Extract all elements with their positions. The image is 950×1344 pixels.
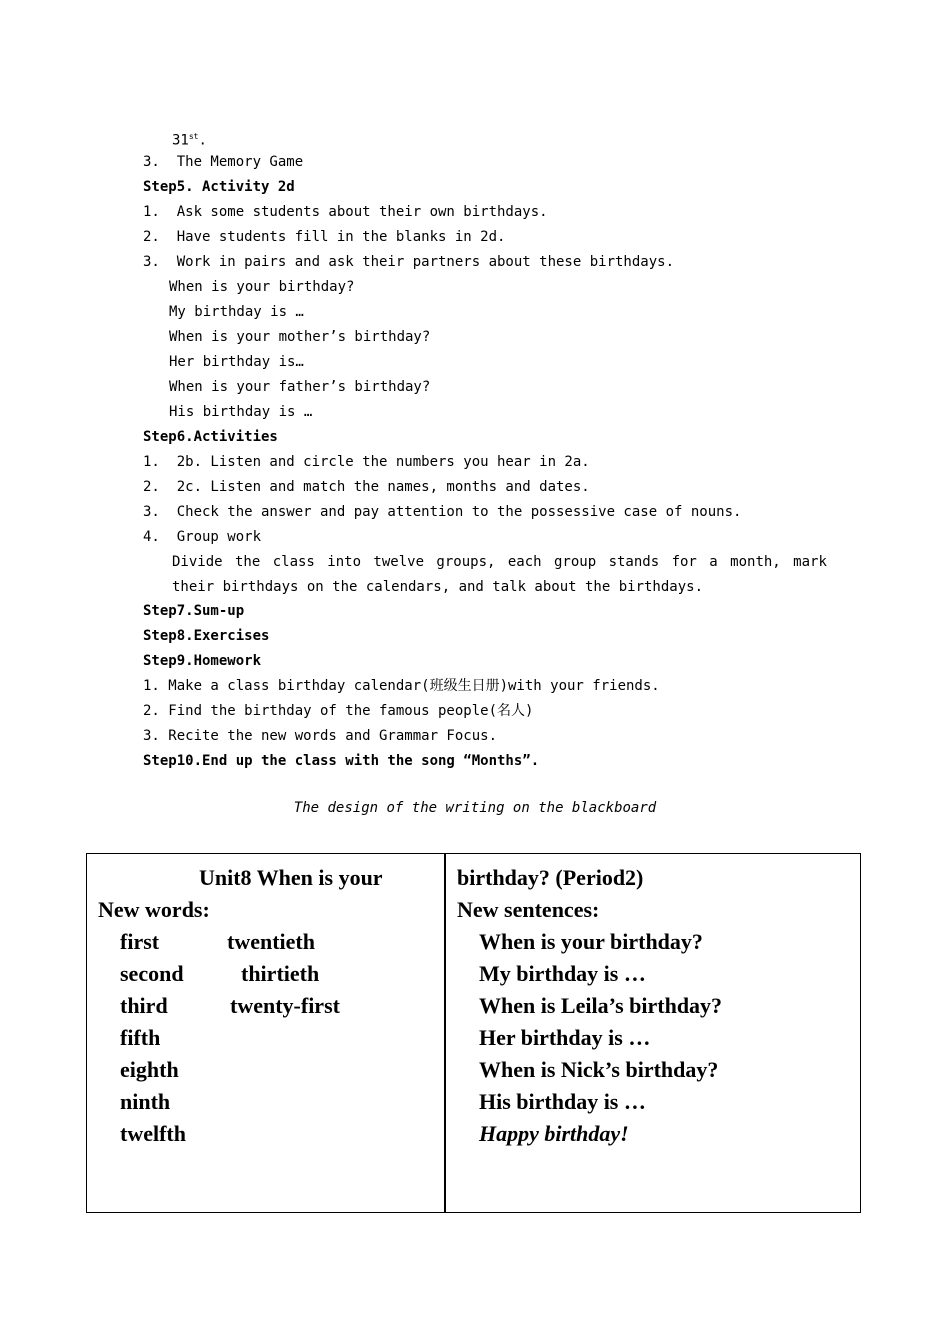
step9-item-1: 1. Make a class birthday calendar(班级生日册)with your friends. xyxy=(143,678,660,694)
dialogue-line-5: When is your father’s birthday? xyxy=(169,379,431,395)
sentence-item: His birthday is … xyxy=(479,1089,646,1114)
step10-heading: Step10.End up the class with the song “Months”. xyxy=(143,753,540,769)
dialogue-line-6: His birthday is … xyxy=(169,404,313,420)
step5-item-1: 1. Ask some students about their own birthdays. xyxy=(143,204,548,220)
new-sentences-heading: New sentences: xyxy=(457,897,600,922)
dialogue-line-3: When is your mother’s birthday? xyxy=(169,329,431,345)
word-item: twentieth xyxy=(227,929,315,954)
board-title-right: birthday? (Period2) xyxy=(457,865,644,890)
step5-item-3: 3. Work in pairs and ask their partners about these birthdays. xyxy=(143,254,675,270)
step5-heading: Step5. Activity 2d xyxy=(143,179,295,195)
sentence-item: When is Nick’s birthday? xyxy=(479,1057,719,1082)
closing-sentence: Happy birthday! xyxy=(479,1121,629,1146)
sentence-item: Her birthday is … xyxy=(479,1025,651,1050)
blackboard-divider xyxy=(444,853,446,1213)
step8-heading: Step8.Exercises xyxy=(143,628,270,644)
word-item: ninth xyxy=(120,1089,171,1114)
word-item: first xyxy=(120,929,160,954)
step9-heading: Step9.Homework xyxy=(143,653,262,669)
sentence-item: When is Leila’s birthday? xyxy=(479,993,723,1018)
dialogue-line-2: My birthday is … xyxy=(169,304,304,320)
word-item: twelfth xyxy=(120,1121,186,1146)
new-words-heading: New words: xyxy=(98,897,210,922)
date-number: 31 xyxy=(172,132,189,149)
word-item: eighth xyxy=(120,1057,179,1082)
step6-item-3: 3. Check the answer and pay attention to the possessive case of nouns. xyxy=(143,504,742,520)
word-item: fifth xyxy=(120,1025,161,1050)
plan-line-date xyxy=(172,128,207,150)
dialogue-line-1: When is your birthday? xyxy=(169,279,355,295)
memory-game-item: 3. The Memory Game xyxy=(143,154,304,170)
step6-heading: Step6.Activities xyxy=(143,429,278,445)
sentence-item: When is your birthday? xyxy=(479,929,703,954)
step6-item-4-detail-2: their birthdays on the calendars, and talk about the birthdays. xyxy=(172,579,704,595)
dialogue-line-4: Her birthday is… xyxy=(169,354,304,370)
step9-item-3: 3. Recite the new words and Grammar Focus. xyxy=(143,728,498,744)
date-period: . xyxy=(198,132,207,149)
step6-item-4-detail-1: Divide the class into twelve groups, each group stands for a month, mark xyxy=(172,554,827,570)
step5-item-2: 2. Have students fill in the blanks in 2d. xyxy=(143,229,506,245)
step6-item-2: 2. 2c. Listen and match the names, months and dates. xyxy=(143,479,590,495)
step6-item-1: 1. 2b. Listen and circle the numbers you hear in 2a. xyxy=(143,454,590,470)
board-title-left: Unit8 When is your xyxy=(199,865,383,890)
date-suffix: st xyxy=(188,132,199,141)
word-item: twenty-first xyxy=(230,993,340,1018)
sentence-item: My birthday is … xyxy=(479,961,646,986)
word-item: thirtieth xyxy=(241,961,320,986)
step6-item-4: 4. Group work xyxy=(143,529,262,545)
step9-item-2: 2. Find the birthday of the famous people(名人) xyxy=(143,703,534,719)
step7-heading: Step7.Sum-up xyxy=(143,603,245,619)
blackboard-caption: The design of the writing on the blackboard xyxy=(293,800,657,816)
word-item: third xyxy=(120,993,168,1018)
word-item: second xyxy=(120,961,184,986)
